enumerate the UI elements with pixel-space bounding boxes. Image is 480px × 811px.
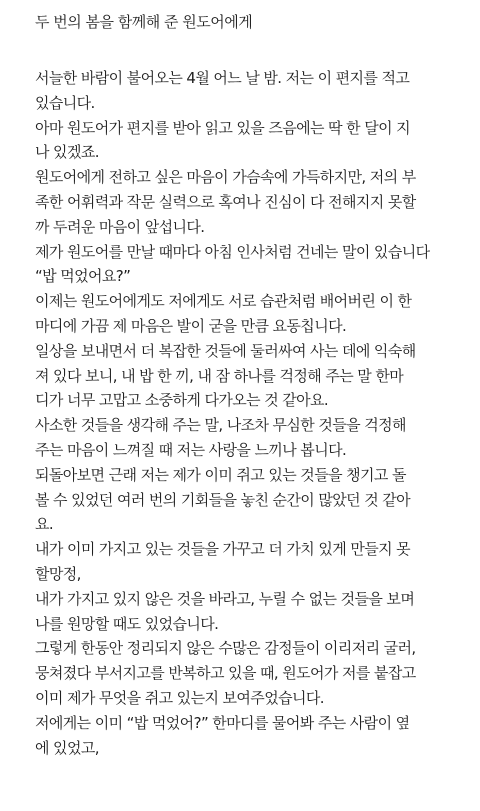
letter-line: 되돌아보면 근래 저는 제가 이미 쥐고 있는 것들을 챙기고 돌 xyxy=(35,465,406,484)
letter-title: 두 번의 봄을 함께해 준 원도어에게 xyxy=(35,13,253,31)
letter-line: 뭉쳐졌다 부서지고를 반복하고 있을 때, 원도어가 저를 붙잡고 xyxy=(35,664,416,683)
letter-line: 주는 마음이 느껴질 때 저는 사랑을 느끼나 봅니다. xyxy=(35,440,347,459)
letter-line: “밥 먹었어요?” xyxy=(35,267,131,286)
letter-line: 에 있었고, xyxy=(35,738,99,757)
letter-line: 져 있다 보니, 내 밥 한 끼, 내 잠 하나를 걱정해 주는 말 한마 xyxy=(35,366,404,385)
letter-line: 저에게는 이미 “밥 먹었어?” 한마디를 물어봐 주는 사람이 옆 xyxy=(35,713,410,732)
letter-line: 있습니다. xyxy=(35,93,95,112)
letter-line: 볼 수 있었던 여러 번의 기회들을 놓친 순간이 많았던 것 같아 xyxy=(35,490,411,509)
letter-line: 까 두려운 마음이 앞섭니다. xyxy=(35,217,205,236)
letter-line: 디가 너무 고맙고 소중하게 다가오는 것 같아요. xyxy=(35,391,329,410)
letter-line: 할망정, xyxy=(35,564,81,583)
letter-line: 나를 원망할 때도 있었습니다. xyxy=(35,614,219,633)
letter-line: 내가 가지고 있지 않은 것을 바라고, 누릴 수 없는 것들을 보며 xyxy=(35,589,415,608)
letter-line: 아마 원도어가 편지를 받아 읽고 있을 즈음에는 딱 한 달이 지 xyxy=(35,118,411,137)
letter-line: 이제는 원도어에게도 저에게도 서로 습관처럼 배어버린 이 한 xyxy=(35,292,412,311)
letter-line: 이미 제가 무엇을 쥐고 있는지 보여주었습니다. xyxy=(35,688,324,707)
letter-line: 제가 원도어를 만날 때마다 아침 인사처럼 건네는 말이 있습니다 xyxy=(35,242,430,261)
letter-line: 요. xyxy=(35,515,54,534)
letter-line: 원도어에게 전하고 싶은 마음이 가슴속에 가득하지만, 저의 부 xyxy=(35,168,416,187)
letter-line: 사소한 것들을 생각해 주는 말, 나조차 무심한 것들을 걱정해 xyxy=(35,416,406,435)
letter-line: 그렇게 한동안 정리되지 않은 수많은 감정들이 이리저리 굴러, xyxy=(35,639,416,658)
letter-line: 족한 어휘력과 작문 실력으로 혹여나 진심이 다 전해지지 못할 xyxy=(35,192,416,211)
letter-line: 서늘한 바람이 불어오는 4월 어느 날 밤. 저는 이 편지를 적고 xyxy=(35,69,410,87)
letter-line: 나 있겠죠. xyxy=(35,143,99,162)
letter-line: 내가 이미 가지고 있는 것들을 가꾸고 더 가치 있게 만들지 못 xyxy=(35,540,411,559)
letter-line: 마디에 가끔 제 마음은 발이 굳을 만큼 요동칩니다. xyxy=(35,316,347,335)
letter-body xyxy=(35,66,466,760)
letter-line: 일상을 보내면서 더 복잡한 것들에 둘러싸여 사는 데에 익숙해 xyxy=(35,341,416,360)
